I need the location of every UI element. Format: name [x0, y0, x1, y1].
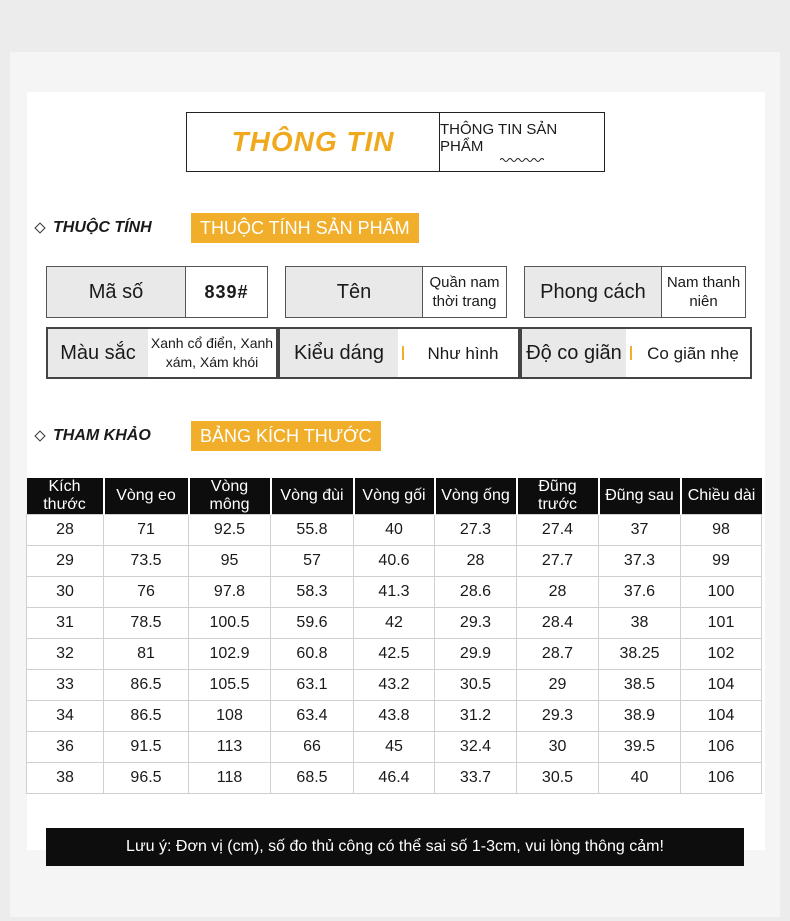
table-cell: 38: [599, 608, 681, 639]
table-cell: 40: [354, 515, 435, 546]
attribute-stretch: [520, 327, 752, 379]
attributes-section-badge: THUỘC TÍNH SẢN PHẨM: [191, 213, 419, 243]
table-cell: 42.5: [354, 639, 435, 670]
table-cell: 29.3: [435, 608, 517, 639]
table-header-cell: Vòng đùi: [271, 478, 354, 515]
table-cell: 100: [681, 577, 762, 608]
table-cell: 37: [599, 515, 681, 546]
table-cell: 30: [27, 577, 104, 608]
attribute-label: Kiểu dáng: [280, 329, 398, 377]
table-header-cell: Vòng mông: [189, 478, 271, 515]
table-header-row: [27, 478, 762, 515]
table-cell: 78.5: [104, 608, 189, 639]
table-cell: 30.5: [517, 763, 599, 794]
attributes-section-title: THUỘC TÍNH: [53, 219, 152, 236]
table-header-cell: Vòng gối: [354, 478, 435, 515]
table-cell: 71: [104, 515, 189, 546]
attribute-name: [285, 266, 507, 318]
table-cell: 63.4: [271, 701, 354, 732]
table-row: [27, 639, 762, 670]
table-cell: 38.5: [599, 670, 681, 701]
size-section-header: [36, 421, 381, 451]
table-header-cell: Đũng trước: [517, 478, 599, 515]
table-cell: 38.25: [599, 639, 681, 670]
attribute-value: Như hình: [427, 343, 499, 363]
table-cell: 29: [27, 546, 104, 577]
attribute-label: Màu sắc: [48, 329, 148, 377]
table-cell: 59.6: [271, 608, 354, 639]
table-cell: 92.5: [189, 515, 271, 546]
table-cell: 98: [681, 515, 762, 546]
table-cell: 45: [354, 732, 435, 763]
header-subtitle-box: [440, 113, 604, 171]
table-cell: 40: [599, 763, 681, 794]
size-table: [26, 478, 762, 794]
table-cell: 30: [517, 732, 599, 763]
table-row: [27, 515, 762, 546]
table-cell: 68.5: [271, 763, 354, 794]
attribute-color: [46, 327, 278, 379]
table-row: [27, 763, 762, 794]
table-cell: 95: [189, 546, 271, 577]
measurement-note: Lưu ý: Đơn vị (cm), số đo thủ công có thể sai số 1-3cm, vui lòng thông cảm!: [46, 828, 744, 866]
header-main-title: THÔNG TIN: [187, 113, 440, 171]
attributes-row-1: [46, 266, 746, 318]
table-cell: 32.4: [435, 732, 517, 763]
table-cell: 36: [27, 732, 104, 763]
table-row: [27, 670, 762, 701]
table-cell: 105.5: [189, 670, 271, 701]
attributes-row-2: [46, 327, 752, 379]
table-cell: 102.9: [189, 639, 271, 670]
attribute-label: Mã số: [47, 267, 186, 317]
attribute-value: Nam thanh niên: [662, 267, 745, 317]
table-header-cell: Kích thước: [27, 478, 104, 515]
table-cell: 81: [104, 639, 189, 670]
table-cell: 38.9: [599, 701, 681, 732]
table-cell: 27.3: [435, 515, 517, 546]
table-cell: 37.6: [599, 577, 681, 608]
table-header-cell: Vòng eo: [104, 478, 189, 515]
table-cell: 106: [681, 763, 762, 794]
table-cell: 108: [189, 701, 271, 732]
table-cell: 38: [27, 763, 104, 794]
table-cell: 106: [681, 732, 762, 763]
table-cell: 31: [27, 608, 104, 639]
table-header-cell: Đũng sau: [599, 478, 681, 515]
table-cell: 28: [517, 577, 599, 608]
table-cell: 86.5: [104, 701, 189, 732]
table-cell: 96.5: [104, 763, 189, 794]
attribute-style: [524, 266, 746, 318]
table-cell: 42: [354, 608, 435, 639]
attribute-label: Phong cách: [525, 267, 662, 317]
table-row: [27, 577, 762, 608]
table-cell: 31.2: [435, 701, 517, 732]
attribute-value: Co giãn nhẹ: [647, 343, 739, 363]
table-cell: 55.8: [271, 515, 354, 546]
attribute-label: Độ co giãn: [522, 329, 626, 377]
table-cell: 113: [189, 732, 271, 763]
attribute-value: 839#: [186, 267, 267, 317]
table-cell: 28.7: [517, 639, 599, 670]
table-cell: 101: [681, 608, 762, 639]
table-cell: 104: [681, 670, 762, 701]
table-cell: 29: [517, 670, 599, 701]
table-cell: 66: [271, 732, 354, 763]
table-cell: 60.8: [271, 639, 354, 670]
table-cell: 63.1: [271, 670, 354, 701]
attribute-label: Tên: [286, 267, 423, 317]
table-header-cell: Vòng ống: [435, 478, 517, 515]
table-cell: 27.7: [517, 546, 599, 577]
table-cell: 46.4: [354, 763, 435, 794]
table-cell: 29.9: [435, 639, 517, 670]
info-header: [186, 112, 605, 172]
size-section-title: THAM KHẢO: [53, 427, 151, 444]
table-cell: 40.6: [354, 546, 435, 577]
table-cell: 29.3: [517, 701, 599, 732]
table-cell: 41.3: [354, 577, 435, 608]
table-cell: 28.6: [435, 577, 517, 608]
table-cell: 33.7: [435, 763, 517, 794]
table-cell: 34: [27, 701, 104, 732]
table-cell: 100.5: [189, 608, 271, 639]
table-cell: 28: [27, 515, 104, 546]
table-cell: 28: [435, 546, 517, 577]
table-cell: 73.5: [104, 546, 189, 577]
attribute-code: [46, 266, 268, 318]
table-cell: 104: [681, 701, 762, 732]
table-cell: 76: [104, 577, 189, 608]
header-subtitle: THÔNG TIN SẢN PHẨM: [440, 121, 558, 155]
table-row: [27, 608, 762, 639]
attribute-shape: [278, 327, 520, 379]
attribute-value: Quần nam thời trang: [423, 267, 506, 317]
table-cell: 28.4: [517, 608, 599, 639]
attribute-value: Xanh cổ điển, Xanh xám, Xám khói: [150, 335, 274, 370]
orange-divider-icon: [402, 346, 404, 360]
table-row: [27, 546, 762, 577]
table-cell: 91.5: [104, 732, 189, 763]
table-cell: 30.5: [435, 670, 517, 701]
table-cell: 37.3: [599, 546, 681, 577]
diamond-bullet-icon: [34, 222, 45, 233]
orange-divider-icon: [630, 346, 632, 360]
table-cell: 33: [27, 670, 104, 701]
table-cell: 102: [681, 639, 762, 670]
table-cell: 97.8: [189, 577, 271, 608]
table-cell: 39.5: [599, 732, 681, 763]
table-row: [27, 701, 762, 732]
table-cell: 58.3: [271, 577, 354, 608]
size-section-badge: BẢNG KÍCH THƯỚC: [191, 421, 381, 451]
table-header-cell: Chiều dài: [681, 478, 762, 515]
attributes-section-header: [36, 213, 419, 243]
table-cell: 99: [681, 546, 762, 577]
table-cell: 57: [271, 546, 354, 577]
table-cell: 118: [189, 763, 271, 794]
table-cell: 27.4: [517, 515, 599, 546]
table-row: [27, 732, 762, 763]
table-cell: 43.8: [354, 701, 435, 732]
table-cell: 43.2: [354, 670, 435, 701]
squiggle-underline-icon: [500, 157, 544, 163]
diamond-bullet-icon: [34, 430, 45, 441]
table-cell: 86.5: [104, 670, 189, 701]
table-cell: 32: [27, 639, 104, 670]
